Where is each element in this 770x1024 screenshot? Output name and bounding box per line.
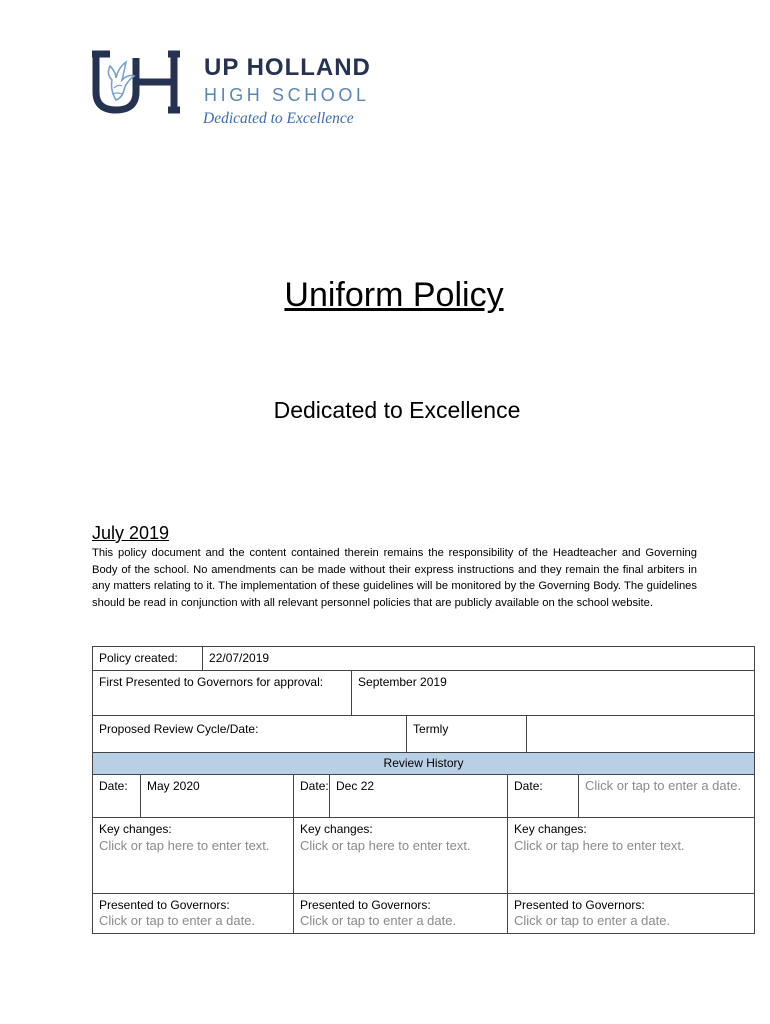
document-title: Uniform Policy xyxy=(284,276,504,314)
date-value-1[interactable]: May 2020 xyxy=(141,775,294,818)
date-label-1: Date: xyxy=(93,775,141,818)
review-cycle-value: Termly xyxy=(407,716,527,753)
presented-value-2[interactable]: Click or tap to enter a date. xyxy=(300,913,457,928)
review-history-header: Review History xyxy=(93,753,755,775)
date-label-3: Date: xyxy=(508,775,579,818)
policy-info-table xyxy=(92,646,755,934)
presented-label-2: Presented to Governors: xyxy=(300,898,431,912)
intro-paragraph: This policy document and the content contained therein remains the responsibility of the Headteacher and Governing Body of the school. No amendments can be made without their express instructions and they remain the final arbiters in any matters relating to it. The implementation of these guidelines will be monitored by the Governing Body. The guidelines should be read in conjunction with all relevant personnel policies that are publicly available on the school website. xyxy=(92,547,697,609)
date-value-2[interactable]: Dec 22 xyxy=(330,775,508,818)
logo-tagline: Dedicated to Excellence xyxy=(203,110,354,127)
key-changes-label-3: Key changes: xyxy=(514,822,587,836)
logo-line2: HIGH SCHOOL xyxy=(204,85,370,105)
presented-label-1: Presented to Governors: xyxy=(99,898,230,912)
date-value-3[interactable]: Click or tap to enter a date. xyxy=(579,775,755,818)
first-presented-label: First Presented to Governors for approval: xyxy=(93,671,352,716)
review-cycle-extra[interactable] xyxy=(527,716,755,753)
presented-label-3: Presented to Governors: xyxy=(514,898,645,912)
policy-created-label: Policy created: xyxy=(93,647,203,671)
document-subtitle: Dedicated to Excellence xyxy=(273,397,521,423)
key-changes-value-1[interactable]: Click or tap here to enter text. xyxy=(99,838,270,853)
key-changes-value-3[interactable]: Click or tap here to enter text. xyxy=(514,838,685,853)
presented-value-1[interactable]: Click or tap to enter a date. xyxy=(99,913,256,928)
policy-created-value: 22/07/2019 xyxy=(203,647,755,671)
key-changes-label-2: Key changes: xyxy=(300,822,373,836)
uh-crest-icon xyxy=(88,50,198,120)
logo-line1: UP HOLLAND xyxy=(204,54,371,81)
key-changes-label-1: Key changes: xyxy=(99,822,172,836)
presented-value-3[interactable]: Click or tap to enter a date. xyxy=(514,913,671,928)
first-presented-value: September 2019 xyxy=(352,671,755,716)
key-changes-value-2[interactable]: Click or tap here to enter text. xyxy=(300,838,471,853)
review-cycle-label: Proposed Review Cycle/Date: xyxy=(93,716,407,753)
date-heading: July 2019 xyxy=(92,523,170,543)
date-label-2: Date: xyxy=(294,775,330,818)
